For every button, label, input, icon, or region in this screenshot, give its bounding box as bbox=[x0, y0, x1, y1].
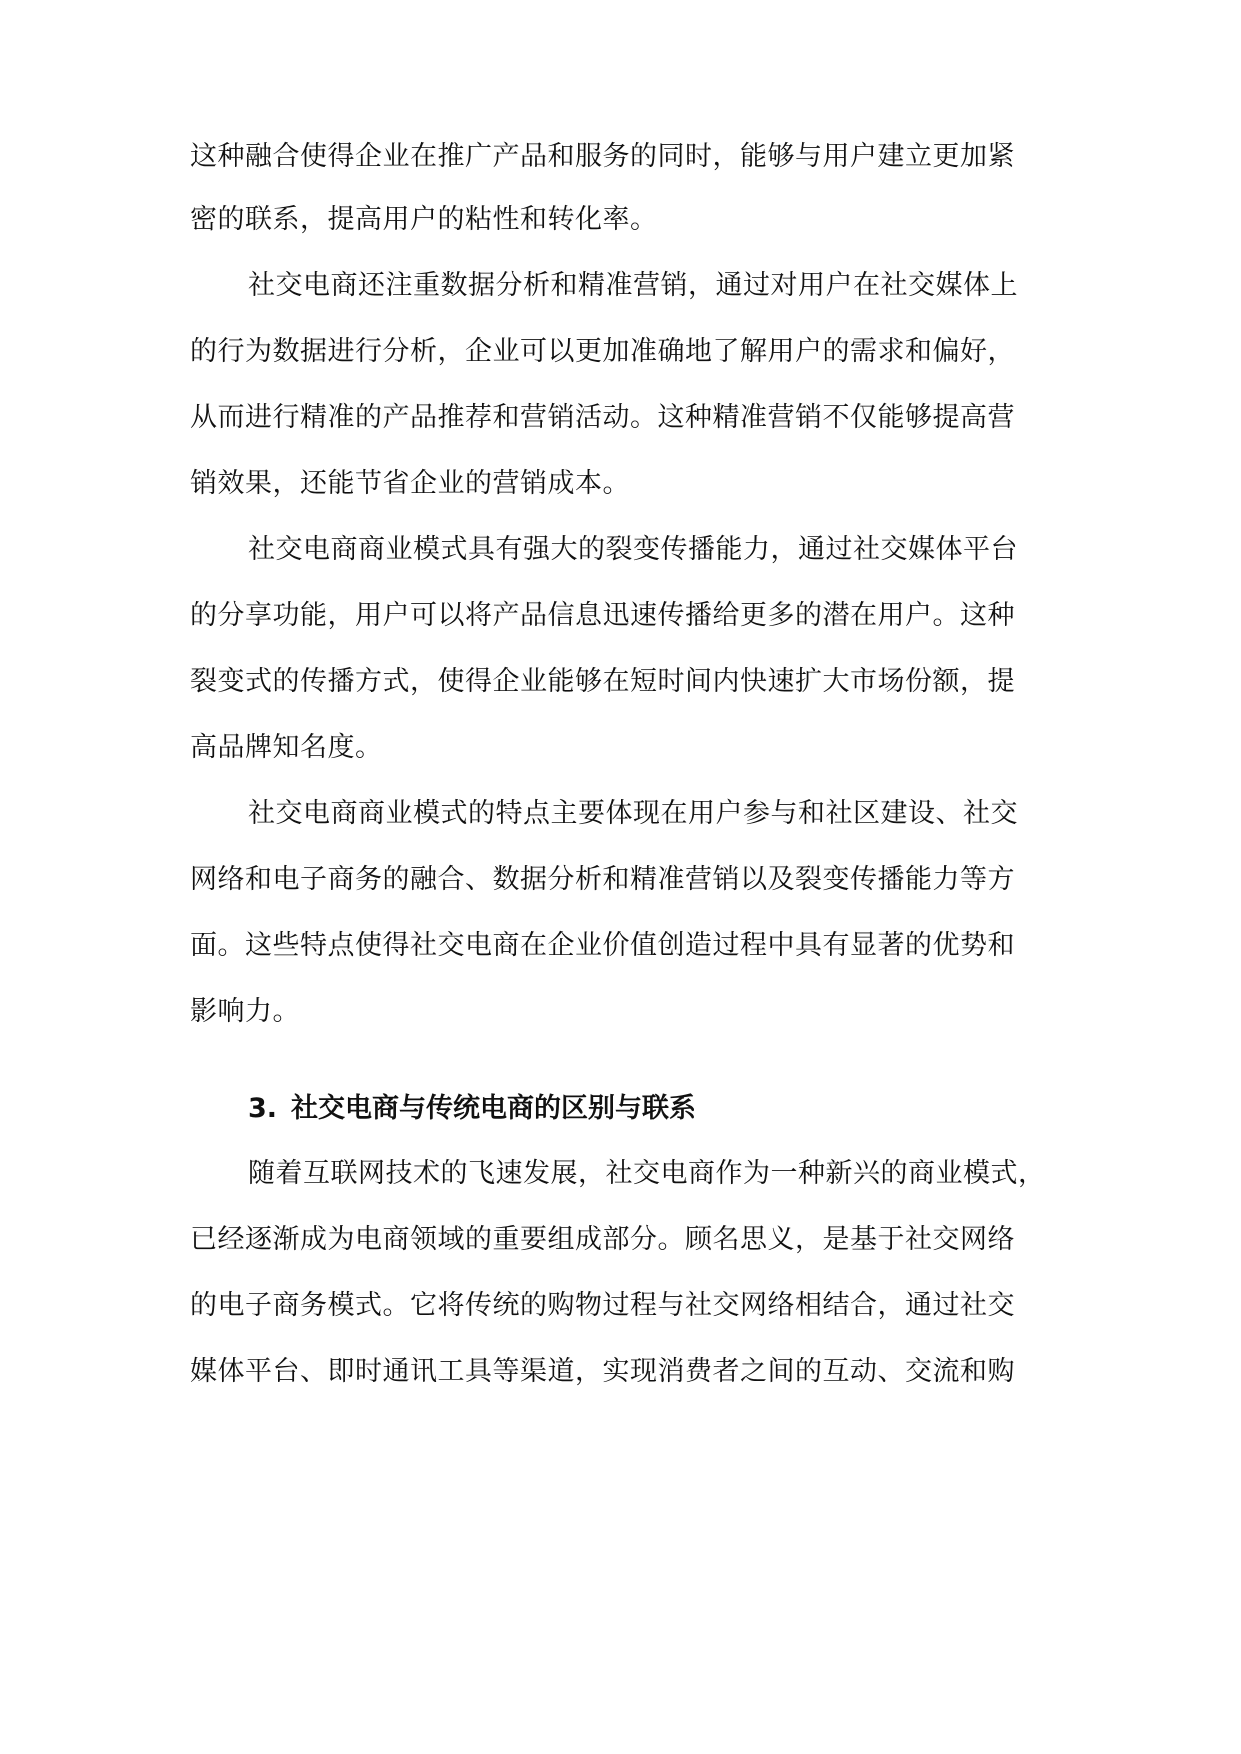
paragraph-line: 网络和电子商务的融合、数据分析和精准营销以及裂变传播能力等方 bbox=[190, 864, 1015, 895]
paragraph-line: 销效果，还能节省企业的营销成本。 bbox=[190, 468, 630, 499]
paragraph-line: 高品牌知名度。 bbox=[190, 732, 383, 763]
paragraph-line: 密的联系，提高用户的粘性和转化率。 bbox=[190, 204, 658, 235]
section-title: 社交电商与传统电商的区别与联系 bbox=[291, 1093, 697, 1124]
paragraph-line: 的分享功能，用户可以将产品信息迅速传播给更多的潜在用户。这种 bbox=[190, 600, 1015, 631]
paragraph-line: 媒体平台、即时通讯工具等渠道，实现消费者之间的互动、交流和购 bbox=[190, 1356, 1015, 1387]
paragraph-line: 社交电商商业模式的特点主要体现在用户参与和社区建设、社交 bbox=[248, 798, 1018, 829]
paragraph-line: 社交电商还注重数据分析和精准营销，通过对用户在社交媒体上 bbox=[248, 270, 1018, 301]
paragraph-line: 社交电商商业模式具有强大的裂变传播能力，通过社交媒体平台 bbox=[248, 534, 1018, 565]
paragraph-line: 的行为数据进行分析，企业可以更加准确地了解用户的需求和偏好， bbox=[190, 336, 1015, 367]
section-number: 3. bbox=[248, 1093, 278, 1124]
paragraph-line: 这种融合使得企业在推广产品和服务的同时，能够与用户建立更加紧 bbox=[190, 141, 1015, 172]
paragraph-line: 面。这些特点使得社交电商在企业价值创造过程中具有显著的优势和 bbox=[190, 930, 1015, 961]
paragraph-line: 随着互联网技术的飞速发展，社交电商作为一种新兴的商业模式， bbox=[248, 1158, 1046, 1189]
paragraph-line: 裂变式的传播方式，使得企业能够在短时间内快速扩大市场份额，提 bbox=[190, 666, 1015, 697]
paragraph-line: 已经逐渐成为电商领域的重要组成部分。顾名思义，是基于社交网络 bbox=[190, 1224, 1015, 1255]
paragraph-line: 的电子商务模式。它将传统的购物过程与社交网络相结合，通过社交 bbox=[190, 1290, 1015, 1321]
paragraph-line: 从而进行精准的产品推荐和营销活动。这种精准营销不仅能够提高营 bbox=[190, 402, 1015, 433]
section-heading bbox=[248, 1089, 696, 1129]
paragraph-line: 影响力。 bbox=[190, 996, 300, 1027]
